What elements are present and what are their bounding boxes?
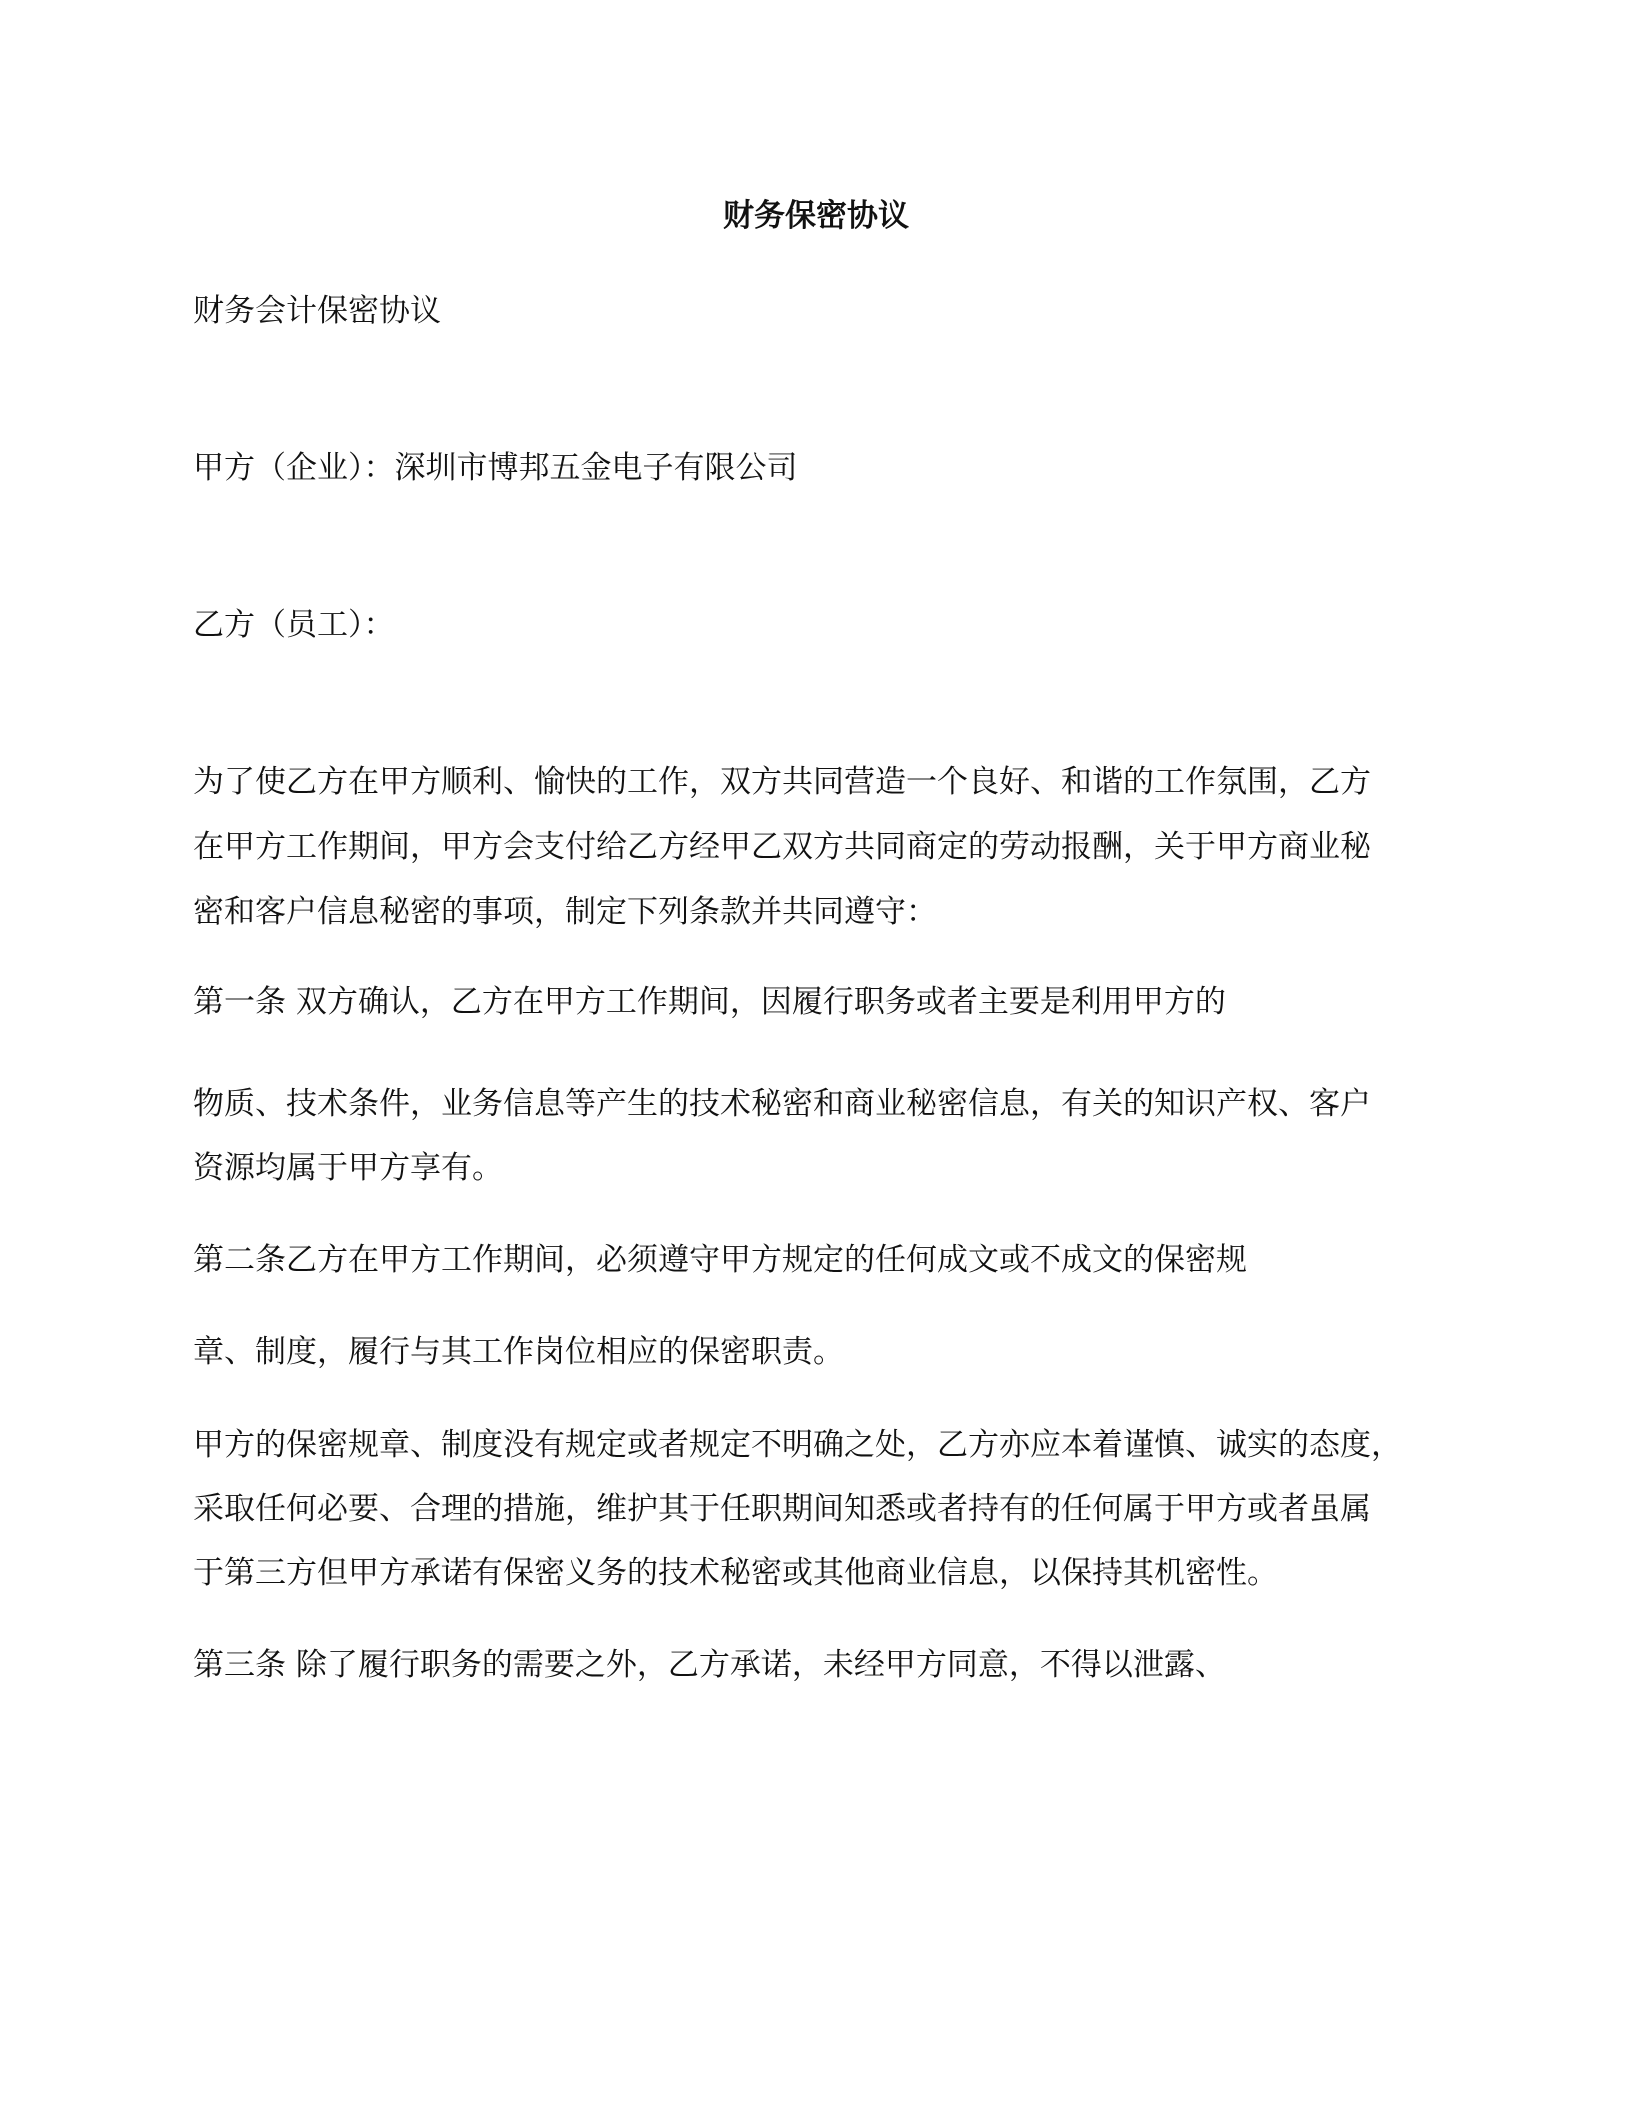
article-2-line: 章、制度，履行与其工作岗位相应的保密职责。 — [193, 1334, 844, 1370]
article-2-line: 第二条乙方在甲方工作期间，必须遵守甲方规定的任何成文或不成文的保密规 — [193, 1242, 1247, 1278]
preamble-line: 为了使乙方在甲方顺利、愉快的工作，双方共同营造一个良好、和谐的工作氛围，乙方 — [193, 764, 1371, 800]
article-3-line: 第三条 除了履行职务的需要之外，乙方承诺，未经甲方同意，不得以泄露、 — [193, 1647, 1226, 1683]
party-b-line: 乙方（员工）： — [193, 607, 395, 643]
article-1-line: 物质、技术条件，业务信息等产生的技术秘密和商业秘密信息，有关的知识产权、客户 — [193, 1086, 1371, 1122]
article-1-line: 资源均属于甲方享有。 — [193, 1150, 503, 1186]
preamble-line: 密和客户信息秘密的事项，制定下列条款并共同遵守： — [193, 894, 937, 930]
article-1-line: 第一条 双方确认，乙方在甲方工作期间，因履行职务或者主要是利用甲方的 — [193, 984, 1226, 1020]
preamble-line: 在甲方工作期间，甲方会支付给乙方经甲乙双方共同商定的劳动报酬，关于甲方商业秘 — [193, 829, 1371, 865]
document-subtitle: 财务会计保密协议 — [193, 293, 441, 329]
party-a-line: 甲方（企业）：深圳市博邦五金电子有限公司 — [193, 450, 798, 486]
document-title: 财务保密协议 — [723, 198, 909, 234]
article-2-cont-line: 于第三方但甲方承诺有保密义务的技术秘密或其他商业信息，以保持其机密性。 — [193, 1555, 1278, 1591]
article-2-cont-line: 甲方的保密规章、制度没有规定或者规定不明确之处，乙方亦应本着谨慎、诚实的态度， — [193, 1427, 1402, 1463]
article-2-cont-line: 采取任何必要、合理的措施，维护其于任职期间知悉或者持有的任何属于甲方或者虽属 — [193, 1491, 1371, 1527]
